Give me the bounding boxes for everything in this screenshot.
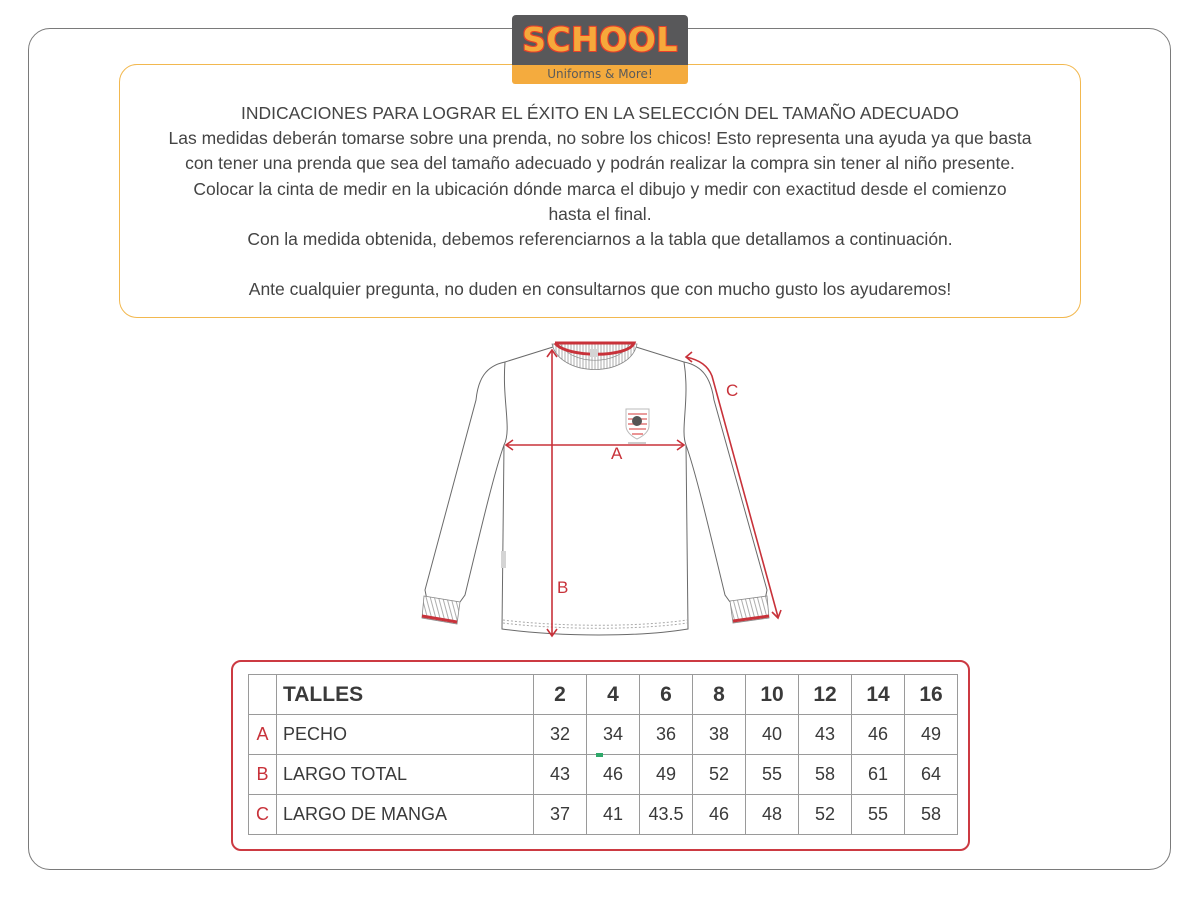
cell-value: 46: [693, 795, 746, 835]
instructions-text: [120, 101, 1080, 302]
cell-value: 48: [746, 795, 799, 835]
cell-value: 40: [746, 715, 799, 755]
cell-value: 49: [905, 715, 958, 755]
cell-value: 64: [905, 755, 958, 795]
instructions-closing: Ante cualquier pregunta, no duden en consultarnos que con mucho gusto los ayudaremos!: [248, 279, 952, 300]
cell-value: 52: [693, 755, 746, 795]
header-size: 14: [852, 675, 905, 715]
row-name: PECHO: [277, 715, 534, 755]
row-name: LARGO TOTAL: [277, 755, 534, 795]
brand-logo: [512, 15, 688, 84]
header-size: 4: [587, 675, 640, 715]
cell-value: 61: [852, 755, 905, 795]
cell-value: 43: [799, 715, 852, 755]
table-row: [249, 715, 958, 755]
marker-dot: [596, 753, 603, 757]
size-table: [248, 674, 958, 835]
cell-value: 32: [534, 715, 587, 755]
instructions-panel: [119, 64, 1081, 318]
row-name: LARGO DE MANGA: [277, 795, 534, 835]
cell-value: 52: [799, 795, 852, 835]
brand-name: SCHOOL: [522, 20, 678, 59]
measure-label-a: A: [611, 444, 623, 463]
cell-value: 36: [640, 715, 693, 755]
cell-value: 34: [587, 715, 640, 755]
cell-value: 46: [852, 715, 905, 755]
instructions-line: Con la medida obtenida, debemos referenciarnos a la tabla que detallamos a continuación.: [247, 229, 953, 250]
cell-value: 58: [799, 755, 852, 795]
table-header-row: [249, 675, 958, 715]
instructions-line: Las medidas deberán tomarse sobre una prenda, no sobre los chicos! Esto representa una ayuda ya que basta: [168, 128, 1032, 149]
table-row: [249, 755, 958, 795]
header-size: 12: [799, 675, 852, 715]
header-size: 10: [746, 675, 799, 715]
cell-value: 41: [587, 795, 640, 835]
row-letter: C: [249, 795, 277, 835]
header-size: 8: [693, 675, 746, 715]
cell-value: 49: [640, 755, 693, 795]
cell-value: 55: [852, 795, 905, 835]
header-blank-cell: [249, 675, 277, 715]
row-letter: A: [249, 715, 277, 755]
measure-label-c: C: [726, 381, 739, 400]
instructions-line: Colocar la cinta de medir en la ubicación dónde marca el dibujo y medir con exactitud desde el comienzo: [193, 178, 1007, 199]
row-letter: B: [249, 755, 277, 795]
cell-value: 43: [534, 755, 587, 795]
cell-value: 58: [905, 795, 958, 835]
header-size: 6: [640, 675, 693, 715]
cell-value: 46: [587, 755, 640, 795]
header-talles: TALLES: [277, 675, 534, 715]
cell-value: 38: [693, 715, 746, 755]
header-size: 2: [534, 675, 587, 715]
brand-tagline: Uniforms & More!: [512, 65, 688, 84]
table-row: [249, 795, 958, 835]
measure-label-b: B: [557, 578, 569, 597]
header-size: 16: [905, 675, 958, 715]
cell-value: 55: [746, 755, 799, 795]
instructions-line: hasta el final.: [548, 203, 652, 224]
instructions-line: con tener una prenda que sea del tamaño adecuado y podrán realizar la compra sin tener al niño presente.: [185, 153, 1015, 174]
instructions-heading: INDICACIONES PARA LOGRAR EL ÉXITO EN LA SELECCIÓN DEL TAMAÑO ADECUADO: [240, 103, 959, 123]
cell-value: 37: [534, 795, 587, 835]
cell-value: 43.5: [640, 795, 693, 835]
